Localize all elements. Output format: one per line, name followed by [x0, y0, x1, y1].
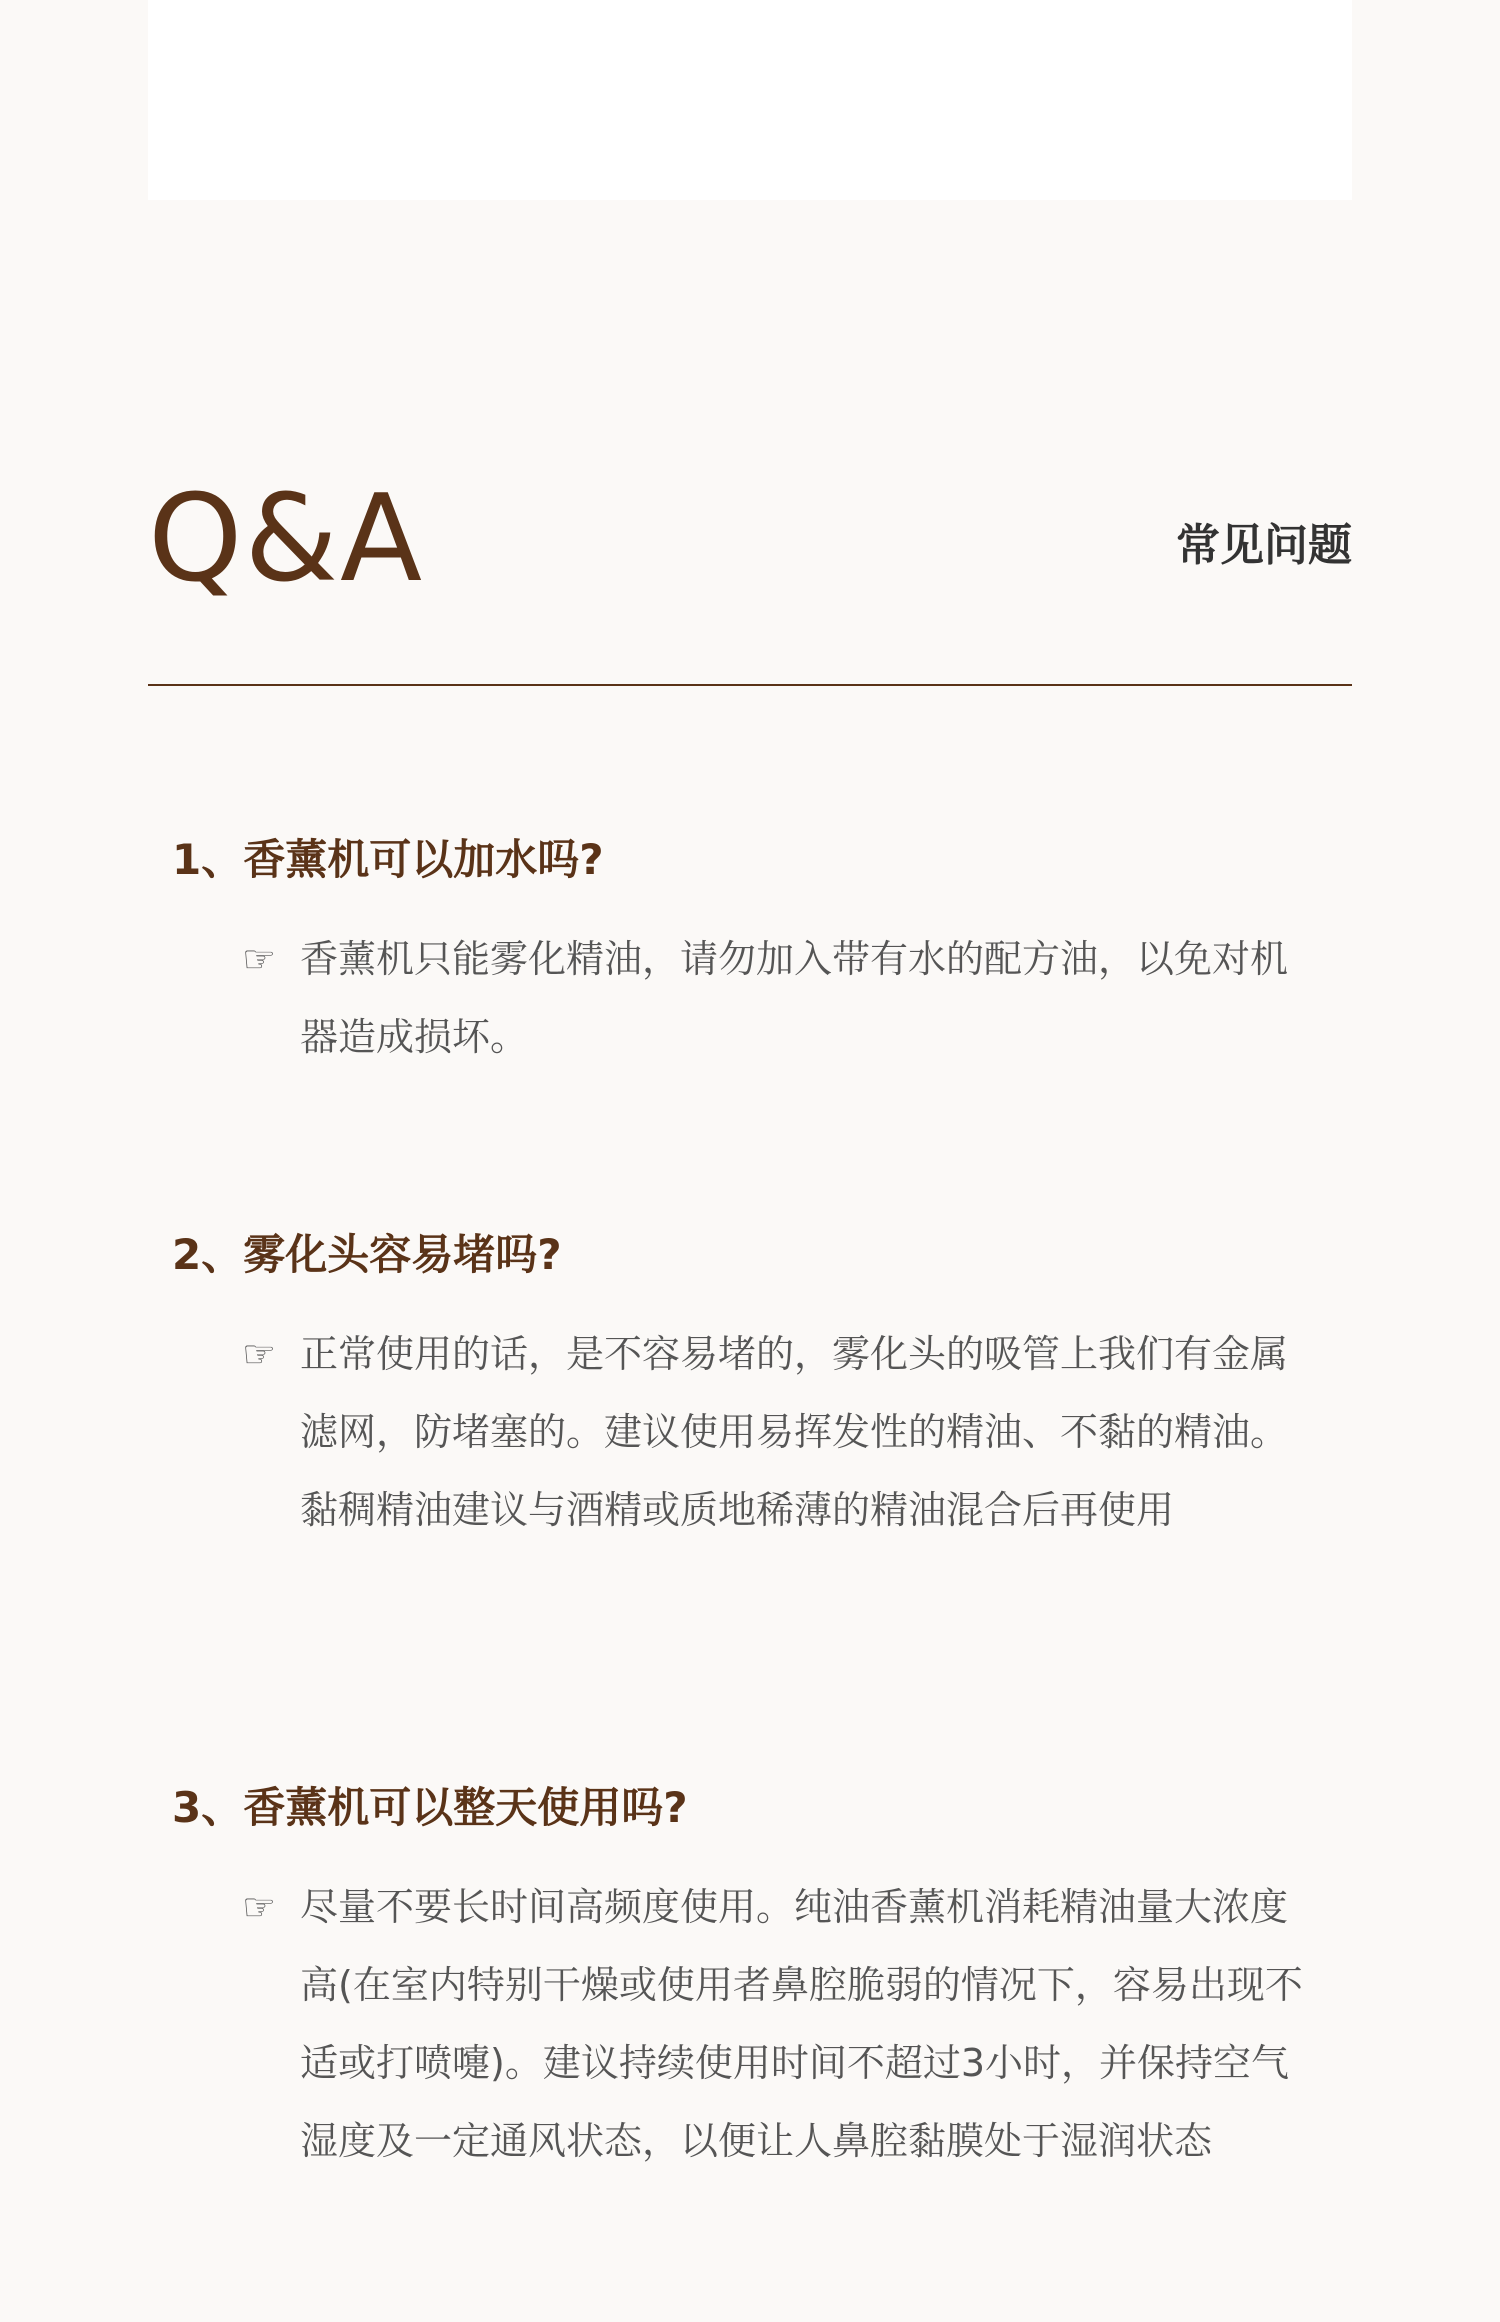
pointing-hand-icon: ☞	[242, 937, 277, 981]
qa-item	[172, 820, 1352, 1215]
answer-text: 正常使用的话，是不容易堵的，雾化头的吸管上我们有金属滤网，防堵塞的。建议使用易挥发性的精油、不黏的精油。黏稠精油建议与酒精或质地稀薄的精油混合后再使用	[300, 1332, 1289, 1532]
question-text: 2、雾化头容易堵吗?	[172, 1230, 562, 1279]
qa-item	[172, 1768, 1352, 2268]
answer-text: 尽量不要长时间高频度使用。纯油香薰机消耗精油量大浓度高(在室内特别干燥或使用者鼻腔脆弱的情况下，容易出现不适或打喷嚏)。建议持续使用时间不超过3小时，并保持空气湿度及一定通风状态，以便让人鼻腔黏膜处于湿润状态	[300, 1885, 1303, 2163]
answer-text: 香薰机只能雾化精油，请勿加入带有水的配方油，以免对机器造成损坏。	[300, 937, 1289, 1059]
header-divider	[148, 684, 1352, 686]
question-text: 3、香薰机可以整天使用吗?	[172, 1783, 688, 1832]
question-text: 1、香薰机可以加水吗?	[172, 835, 604, 884]
qa-list	[172, 820, 1352, 2268]
answer-block	[172, 1868, 1320, 2180]
qa-item	[172, 1215, 1352, 1768]
answer-block	[172, 920, 1320, 1076]
page-title: Q&A	[148, 470, 425, 609]
pointing-hand-icon: ☞	[242, 1332, 277, 1376]
qa-header	[148, 470, 1352, 609]
top-image-card	[148, 0, 1352, 200]
answer-block	[172, 1315, 1320, 1549]
pointing-hand-icon: ☞	[242, 1885, 277, 1929]
page-subtitle: 常见问题	[1176, 520, 1352, 571]
